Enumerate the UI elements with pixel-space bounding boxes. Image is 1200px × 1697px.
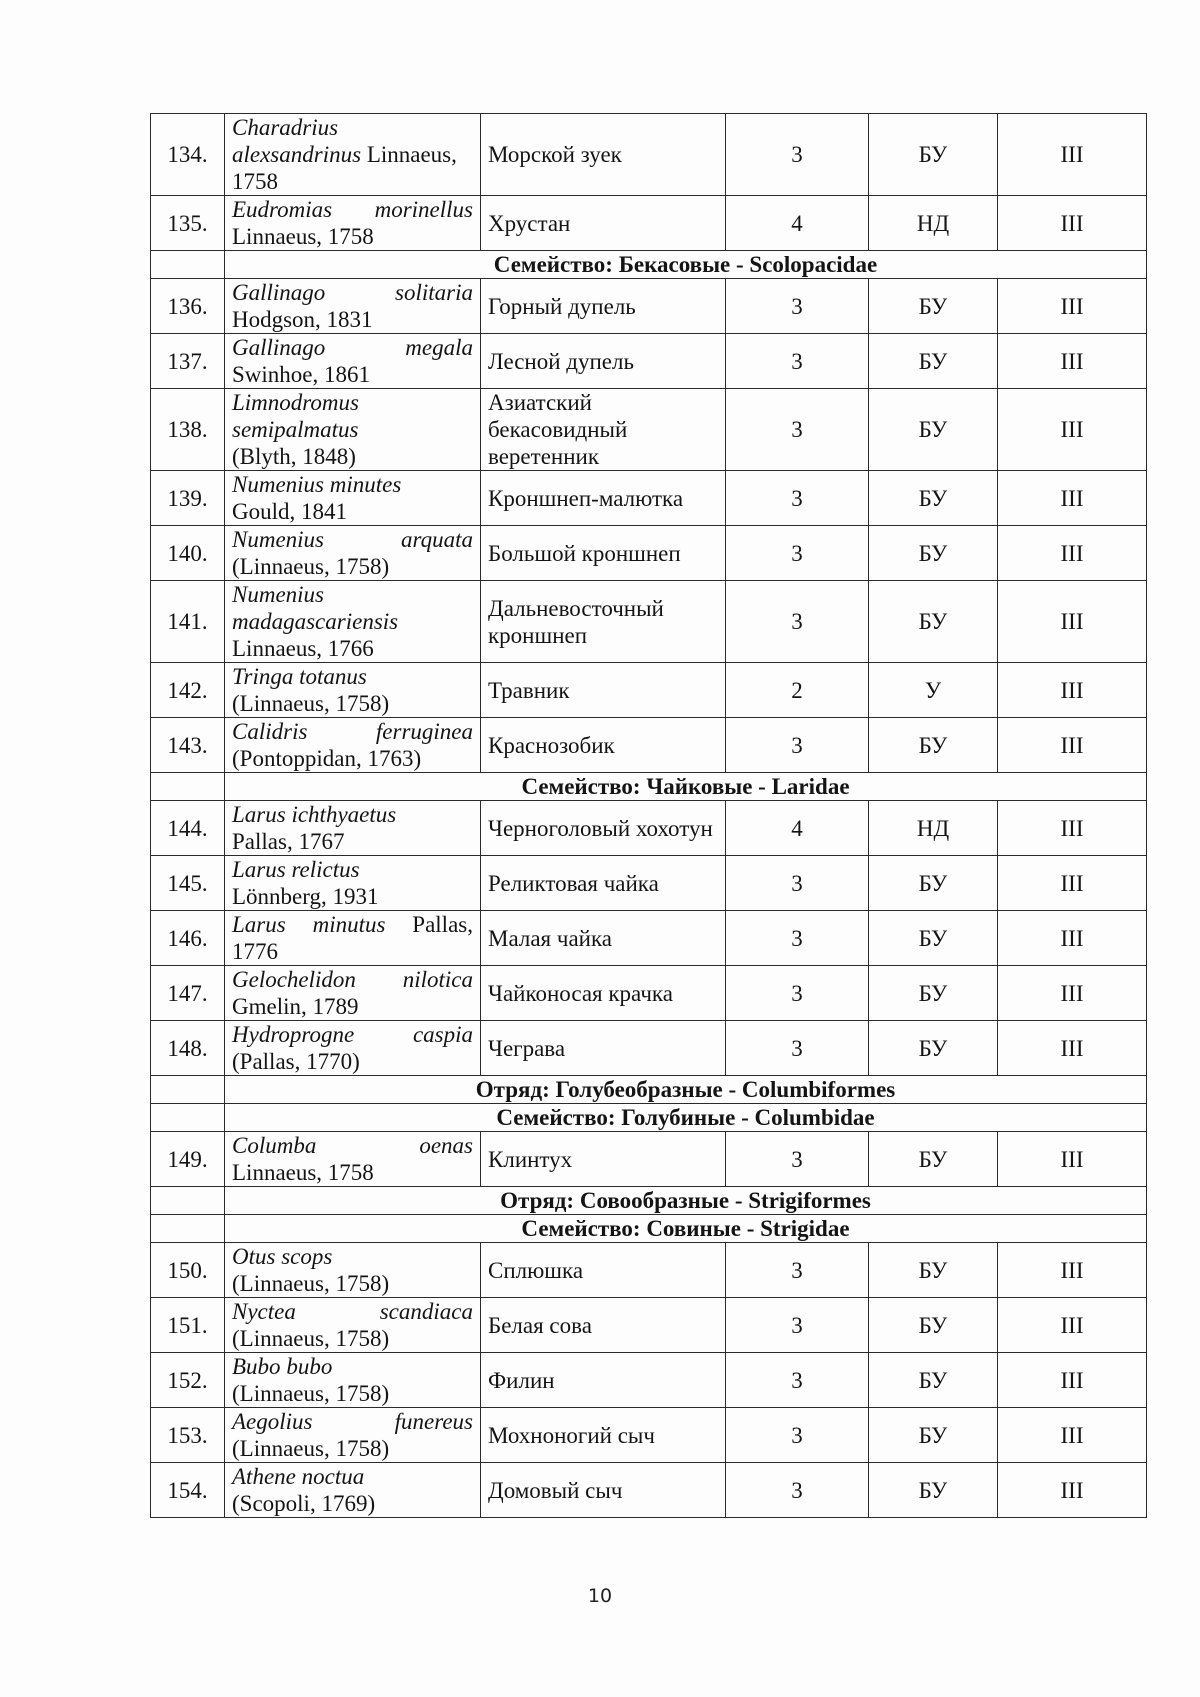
scientific-name-cell: [225, 856, 481, 911]
genus-name: Eudromias: [232, 197, 333, 222]
category-value: 3: [726, 1408, 869, 1463]
species-epithet: ichthyaetus: [291, 802, 397, 827]
genus-name: Larus: [232, 912, 286, 937]
species-epithet: semipalmatus: [232, 417, 359, 442]
common-name: Травник: [481, 663, 726, 718]
status-value: БУ: [869, 1463, 998, 1518]
taxon-author: Lönnberg, 1931: [232, 884, 379, 909]
species-row: [151, 1463, 1147, 1518]
status-value: БУ: [869, 1243, 998, 1298]
common-name: Морской зуек: [481, 114, 726, 196]
species-epithet: alexsandrinus: [232, 142, 362, 167]
species-epithet: relictus: [291, 857, 360, 882]
species-row: [151, 334, 1147, 389]
genus-name: Gallinago: [232, 335, 326, 360]
common-name: Сплюшка: [481, 1243, 726, 1298]
appendix-value: III: [998, 526, 1147, 581]
scientific-name-cell: [225, 1463, 481, 1518]
taxon-author: Linnaeus, 1766: [232, 636, 374, 661]
genus-name: Numenius: [232, 472, 324, 497]
status-value: БУ: [869, 1132, 998, 1187]
status-value: БУ: [869, 718, 998, 773]
species-row: [151, 1132, 1147, 1187]
species-epithet: scandiaca: [379, 1299, 473, 1324]
species-epithet: funereus: [394, 1409, 473, 1434]
taxon-group-heading: Отряд: Голубеобразные - Columbiformes: [225, 1076, 1147, 1104]
appendix-value: III: [998, 1243, 1147, 1298]
appendix-value: III: [998, 471, 1147, 526]
species-row: [151, 196, 1147, 251]
genus-name: Columba: [232, 1133, 317, 1158]
row-number: 151.: [151, 1298, 225, 1353]
taxon-group-heading: Отряд: Совообразные - Strigiformes: [225, 1187, 1147, 1215]
row-number: 149.: [151, 1132, 225, 1187]
group-spacer-cell: [151, 251, 225, 279]
taxon-group-row: [151, 773, 1147, 801]
row-number: 146.: [151, 911, 225, 966]
group-spacer-cell: [151, 1076, 225, 1104]
taxon-group-row: [151, 251, 1147, 279]
genus-name: Hydroprogne: [232, 1022, 355, 1047]
status-value: БУ: [869, 389, 998, 471]
species-epithet: megala: [405, 335, 473, 360]
common-name: Азиатский бекасовидный веретенник: [481, 389, 726, 471]
category-value: 3: [726, 334, 869, 389]
genus-name: Larus: [232, 802, 286, 827]
scientific-name-cell: [225, 663, 481, 718]
species-row: [151, 389, 1147, 471]
common-name: Кроншнеп-малютка: [481, 471, 726, 526]
appendix-value: III: [998, 1353, 1147, 1408]
scientific-name-cell: [225, 1298, 481, 1353]
row-number: 148.: [151, 1021, 225, 1076]
species-row: [151, 1298, 1147, 1353]
appendix-value: III: [998, 1021, 1147, 1076]
species-row: [151, 581, 1147, 663]
scientific-name-cell: [225, 279, 481, 334]
species-epithet: minutus: [312, 912, 386, 937]
row-number: 144.: [151, 801, 225, 856]
taxon-author: (Blyth, 1848): [232, 444, 356, 469]
status-value: БУ: [869, 1408, 998, 1463]
appendix-value: III: [998, 663, 1147, 718]
genus-name: Aegolius: [232, 1409, 313, 1434]
scientific-name-cell: [225, 196, 481, 251]
genus-name: Limnodromus: [232, 390, 359, 415]
category-value: 3: [726, 911, 869, 966]
taxon-group-heading: Семейство: Бекасовые - Scolopacidae: [225, 251, 1147, 279]
species-row: [151, 718, 1147, 773]
status-value: БУ: [869, 279, 998, 334]
common-name: Филин: [481, 1353, 726, 1408]
appendix-value: III: [998, 718, 1147, 773]
common-name: Большой кроншнеп: [481, 526, 726, 581]
status-value: БУ: [869, 856, 998, 911]
scientific-name-cell: [225, 1408, 481, 1463]
species-epithet: ferruginea: [375, 719, 473, 744]
row-number: 154.: [151, 1463, 225, 1518]
scientific-name-cell: [225, 389, 481, 471]
row-number: 140.: [151, 526, 225, 581]
genus-name: Larus: [232, 857, 286, 882]
taxon-author: (Scopoli, 1769): [232, 1491, 376, 1516]
common-name: Чайконосая крачка: [481, 966, 726, 1021]
appendix-value: III: [998, 1132, 1147, 1187]
taxon-author: Gould, 1841: [232, 499, 347, 524]
common-name: Малая чайка: [481, 911, 726, 966]
category-value: 3: [726, 1021, 869, 1076]
status-value: БУ: [869, 966, 998, 1021]
scientific-name-cell: [225, 966, 481, 1021]
row-number: 138.: [151, 389, 225, 471]
species-epithet: solitaria: [395, 280, 473, 305]
appendix-value: III: [998, 911, 1147, 966]
appendix-value: III: [998, 1298, 1147, 1353]
group-spacer-cell: [151, 1187, 225, 1215]
taxon-author: Gmelin, 1789: [232, 994, 359, 1019]
category-value: 3: [726, 718, 869, 773]
row-number: 142.: [151, 663, 225, 718]
category-value: 3: [726, 1298, 869, 1353]
species-epithet: oenas: [419, 1133, 473, 1158]
scientific-name-cell: [225, 1353, 481, 1408]
genus-name: Tringa: [232, 664, 294, 689]
scientific-name-cell: [225, 334, 481, 389]
category-value: 3: [726, 471, 869, 526]
category-value: 3: [726, 279, 869, 334]
appendix-value: III: [998, 966, 1147, 1021]
genus-name: Numenius: [232, 582, 324, 607]
species-epithet: morinellus: [374, 197, 473, 222]
species-row: [151, 663, 1147, 718]
taxon-author: (Linnaeus, 1758): [232, 554, 390, 579]
species-epithet: caspia: [412, 1022, 473, 1047]
group-spacer-cell: [151, 773, 225, 801]
category-value: 3: [726, 966, 869, 1021]
taxon-group-row: [151, 1187, 1147, 1215]
status-value: БУ: [869, 1298, 998, 1353]
species-row: [151, 911, 1147, 966]
scientific-name-cell: [225, 718, 481, 773]
common-name: Чеграва: [481, 1021, 726, 1076]
appendix-value: III: [998, 196, 1147, 251]
category-value: 3: [726, 114, 869, 196]
taxon-author: (Linnaeus, 1758): [232, 1271, 390, 1296]
row-number: 141.: [151, 581, 225, 663]
taxon-group-heading: Семейство: Совиные - Strigidae: [225, 1215, 1147, 1243]
species-epithet: noctua: [301, 1464, 365, 1489]
category-value: 3: [726, 389, 869, 471]
species-row: [151, 279, 1147, 334]
category-value: 4: [726, 196, 869, 251]
appendix-value: III: [998, 114, 1147, 196]
species-epithet: minutes: [329, 472, 402, 497]
scientific-name-cell: [225, 1243, 481, 1298]
row-number: 150.: [151, 1243, 225, 1298]
taxon-author: Pallas,: [412, 912, 473, 937]
status-value: БУ: [869, 1353, 998, 1408]
species-row: [151, 1353, 1147, 1408]
taxon-author: Hodgson, 1831: [232, 307, 373, 332]
row-number: 136.: [151, 279, 225, 334]
taxon-group-heading: Семейство: Голубиные - Columbidae: [225, 1104, 1147, 1132]
species-row: [151, 1408, 1147, 1463]
appendix-value: III: [998, 1463, 1147, 1518]
genus-name: Calidris: [232, 719, 308, 744]
genus-name: Athene: [232, 1464, 296, 1489]
scientific-name-cell: [225, 526, 481, 581]
row-number: 153.: [151, 1408, 225, 1463]
status-value: БУ: [869, 911, 998, 966]
category-value: 3: [726, 1243, 869, 1298]
category-value: 4: [726, 801, 869, 856]
status-value: БУ: [869, 581, 998, 663]
common-name: Дальневосточный кроншнеп: [481, 581, 726, 663]
genus-name: Otus: [232, 1244, 276, 1269]
common-name: Домовый сыч: [481, 1463, 726, 1518]
taxon-author: (Linnaeus, 1758): [232, 1381, 390, 1406]
row-number: 143.: [151, 718, 225, 773]
genus-name: Numenius: [232, 527, 324, 552]
common-name: Лесной дупель: [481, 334, 726, 389]
taxon-author-year: 1776: [232, 939, 278, 964]
common-name: Хрустан: [481, 196, 726, 251]
category-value: 3: [726, 1463, 869, 1518]
species-row: [151, 966, 1147, 1021]
common-name: Реликтовая чайка: [481, 856, 726, 911]
scientific-name-cell: [225, 801, 481, 856]
category-value: 3: [726, 526, 869, 581]
taxon-author: (Pallas, 1770): [232, 1049, 360, 1074]
taxon-author: Linnaeus, 1758: [232, 224, 374, 249]
scientific-name-cell: [225, 1132, 481, 1187]
group-spacer-cell: [151, 1215, 225, 1243]
row-number: 135.: [151, 196, 225, 251]
species-epithet: madagascariensis: [232, 609, 399, 634]
species-row: [151, 114, 1147, 196]
scientific-name-cell: [225, 471, 481, 526]
status-value: НД: [869, 801, 998, 856]
page-number: 10: [587, 1585, 613, 1607]
status-value: НД: [869, 196, 998, 251]
status-value: БУ: [869, 471, 998, 526]
species-table: [150, 113, 1147, 1518]
species-epithet: bubo: [286, 1354, 333, 1379]
appendix-value: III: [998, 1408, 1147, 1463]
genus-name: Bubo: [232, 1354, 281, 1379]
category-value: 3: [726, 581, 869, 663]
appendix-value: III: [998, 389, 1147, 471]
category-value: 2: [726, 663, 869, 718]
row-number: 137.: [151, 334, 225, 389]
species-row: [151, 856, 1147, 911]
common-name: Краснозобик: [481, 718, 726, 773]
status-value: БУ: [869, 334, 998, 389]
species-row: [151, 471, 1147, 526]
species-epithet: nilotica: [402, 967, 473, 992]
species-epithet: scops: [281, 1244, 333, 1269]
species-row: [151, 1021, 1147, 1076]
genus-name: Gallinago: [232, 280, 326, 305]
row-number: 152.: [151, 1353, 225, 1408]
taxon-author: (Pontoppidan, 1763): [232, 746, 422, 771]
common-name: Черноголовый хохотун: [481, 801, 726, 856]
species-row: [151, 801, 1147, 856]
taxon-author: Pallas, 1767: [232, 829, 345, 854]
appendix-value: III: [998, 856, 1147, 911]
taxon-author: Linnaeus, 1758: [232, 142, 457, 194]
group-spacer-cell: [151, 1104, 225, 1132]
scientific-name-cell: [225, 1021, 481, 1076]
genus-name: Nyctea: [232, 1299, 296, 1324]
category-value: 3: [726, 1353, 869, 1408]
scientific-name-cell: [225, 581, 481, 663]
common-name: Горный дупель: [481, 279, 726, 334]
common-name: Клинтух: [481, 1132, 726, 1187]
taxon-group-heading: Семейство: Чайковые - Laridae: [225, 773, 1147, 801]
species-table-body: [151, 114, 1147, 1518]
status-value: БУ: [869, 1021, 998, 1076]
row-number: 147.: [151, 966, 225, 1021]
status-value: БУ: [869, 526, 998, 581]
common-name: Мохноногий сыч: [481, 1408, 726, 1463]
appendix-value: III: [998, 581, 1147, 663]
status-value: У: [869, 663, 998, 718]
taxon-group-row: [151, 1076, 1147, 1104]
row-number: 145.: [151, 856, 225, 911]
taxon-author: Swinhoe, 1861: [232, 362, 370, 387]
row-number: 139.: [151, 471, 225, 526]
species-row: [151, 526, 1147, 581]
appendix-value: III: [998, 334, 1147, 389]
status-value: БУ: [869, 114, 998, 196]
genus-name: Charadrius: [232, 115, 339, 140]
appendix-value: III: [998, 801, 1147, 856]
taxon-author: (Linnaeus, 1758): [232, 1326, 390, 1351]
appendix-value: III: [998, 279, 1147, 334]
taxon-group-row: [151, 1104, 1147, 1132]
taxon-author: (Linnaeus, 1758): [232, 691, 390, 716]
scientific-name-cell: [225, 911, 481, 966]
taxon-author: (Linnaeus, 1758): [232, 1436, 390, 1461]
scientific-name-cell: [225, 114, 481, 196]
genus-name: Gelochelidon: [232, 967, 356, 992]
taxon-author: Linnaeus, 1758: [232, 1160, 374, 1185]
category-value: 3: [726, 856, 869, 911]
species-row: [151, 1243, 1147, 1298]
taxon-group-row: [151, 1215, 1147, 1243]
category-value: 3: [726, 1132, 869, 1187]
common-name: Белая сова: [481, 1298, 726, 1353]
species-epithet: totanus: [299, 664, 367, 689]
species-epithet: arquata: [401, 527, 473, 552]
row-number: 134.: [151, 114, 225, 196]
